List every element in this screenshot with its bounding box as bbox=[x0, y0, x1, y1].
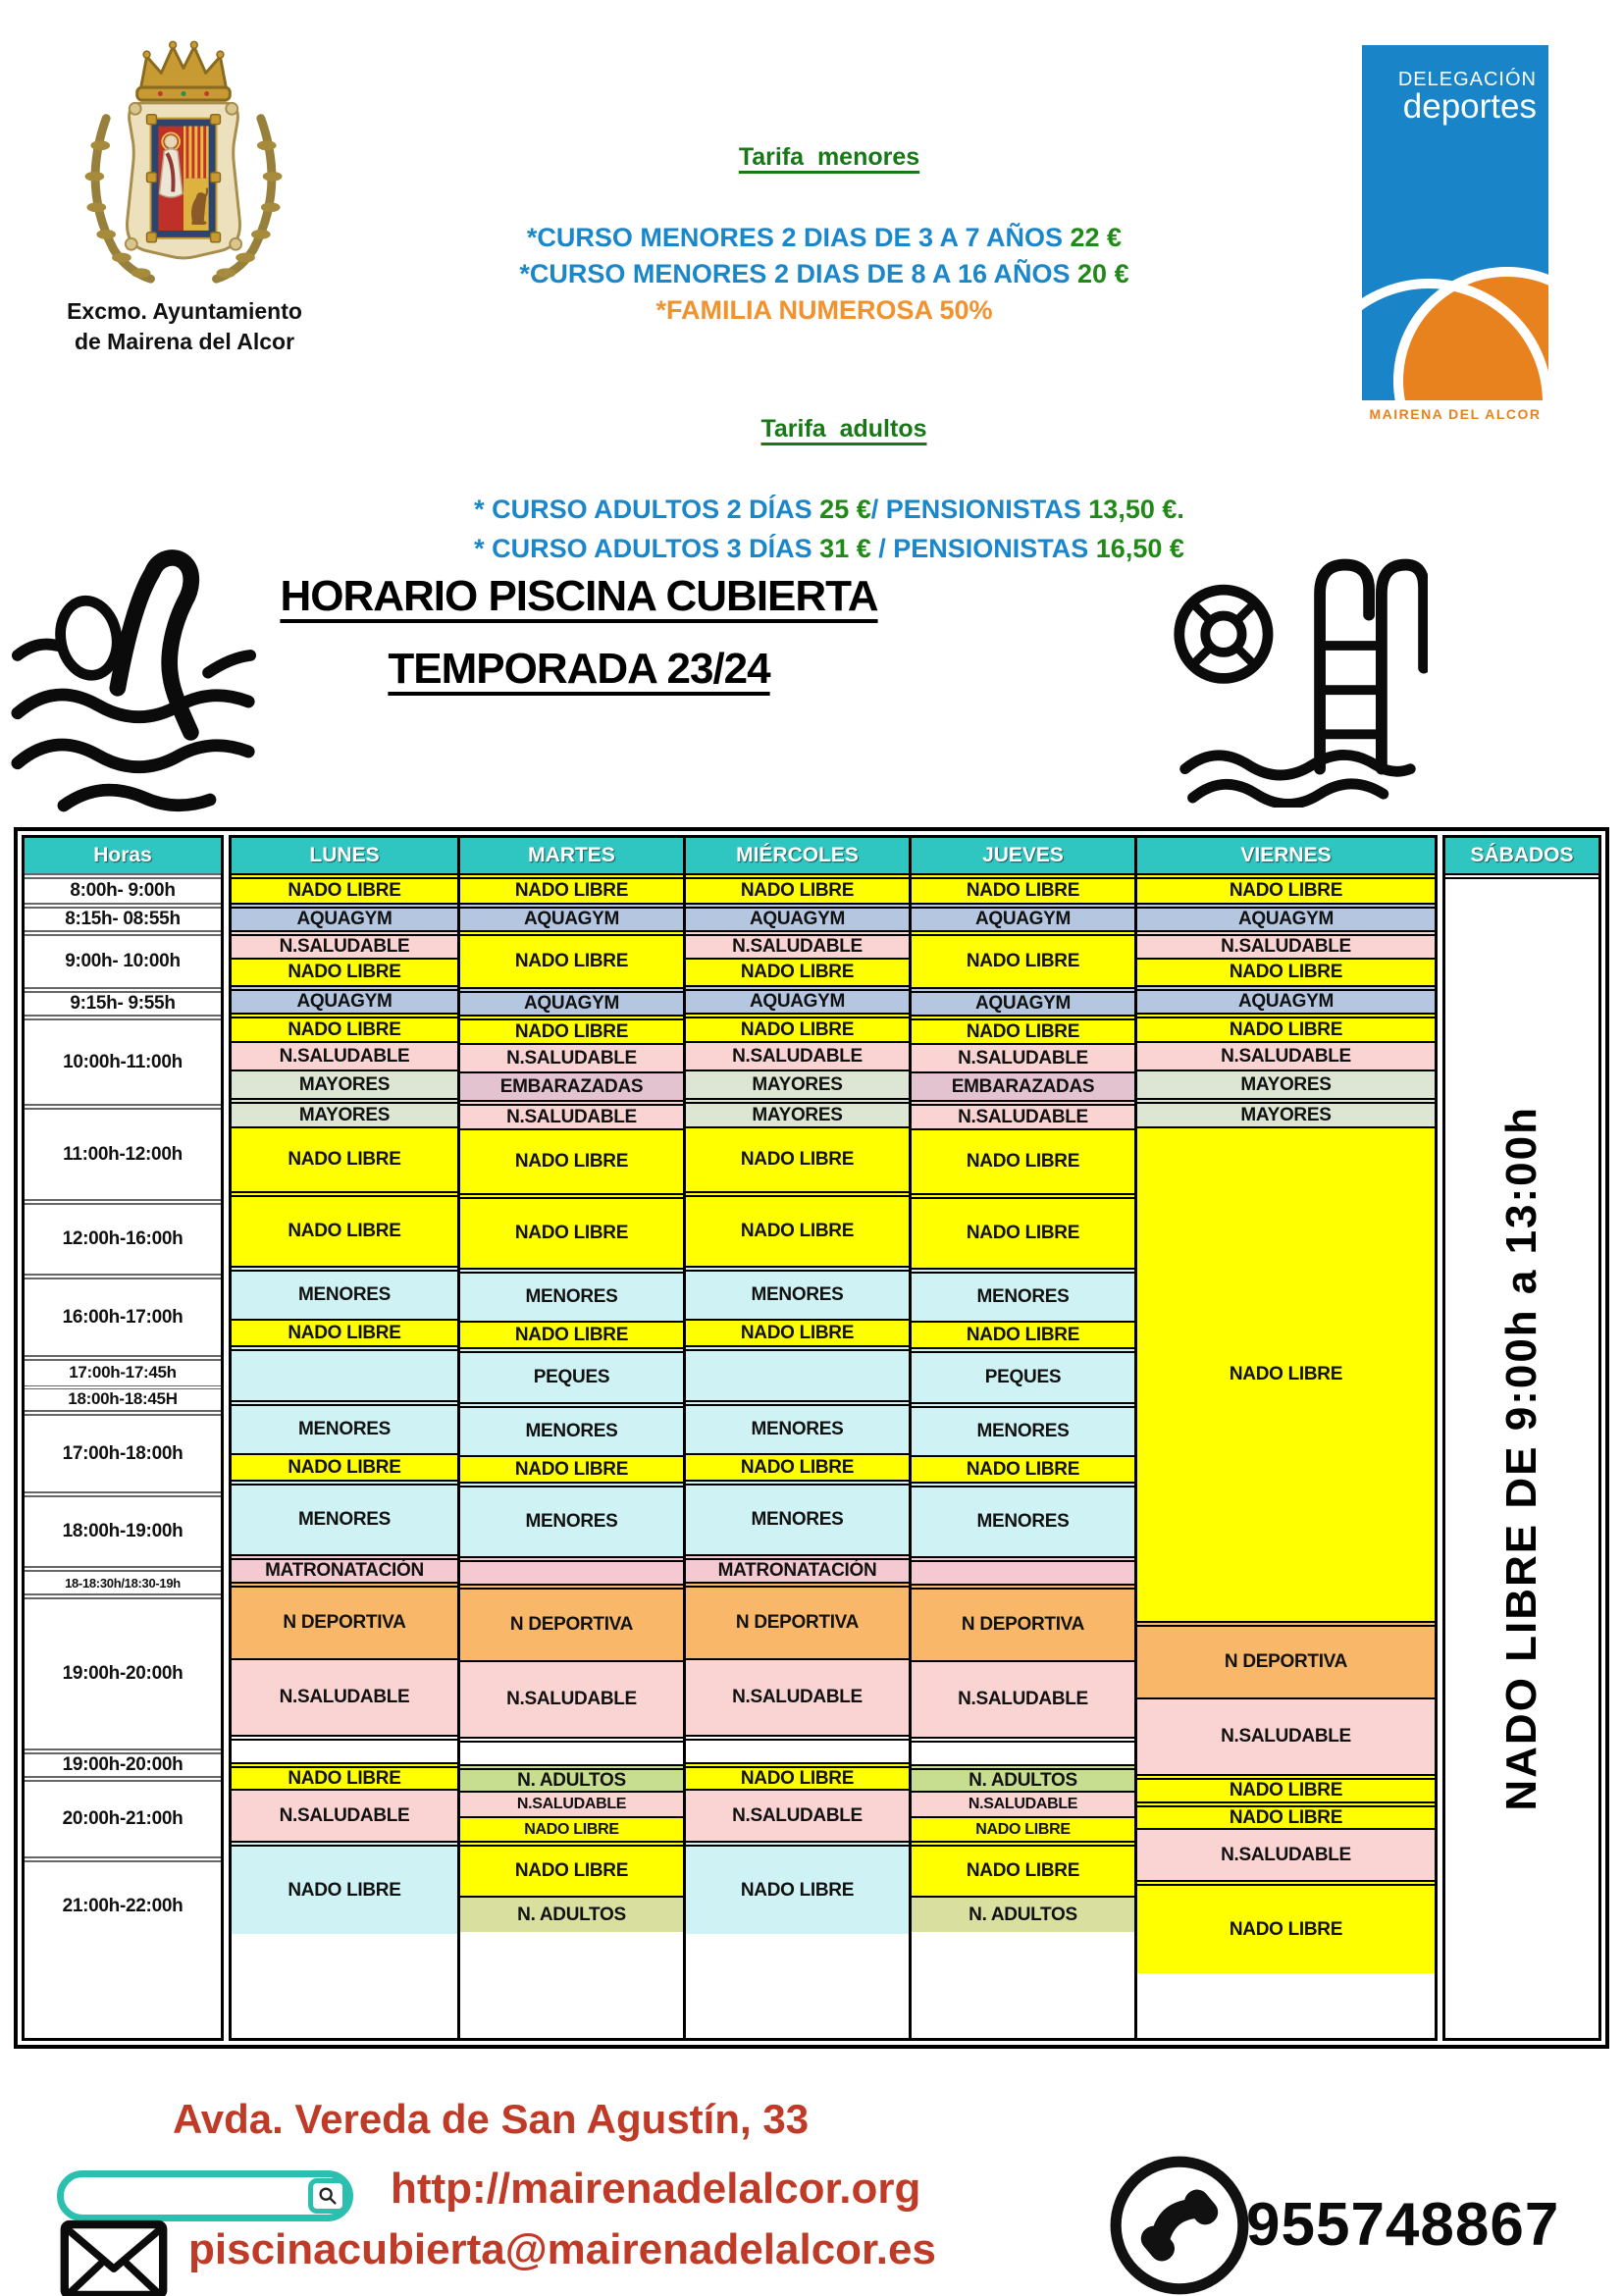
schedule-cell: MENORES bbox=[460, 1268, 683, 1321]
schedule-cell: NADO LIBRE bbox=[912, 1841, 1134, 1896]
schedule-cell: N.SALUDABLE bbox=[1137, 930, 1435, 958]
schedule-header-cell: VIERNES bbox=[1137, 838, 1435, 873]
schedule-cell: MENORES bbox=[912, 1268, 1134, 1321]
tarifa-line: *CURSO MENORES 2 DIAS DE 8 A 16 AÑOS 20 € bbox=[519, 259, 1129, 288]
email-icon bbox=[59, 2219, 169, 2296]
ayuntamiento-caption-line1: Excmo. Ayuntamiento bbox=[67, 298, 302, 324]
schedule-cell: NADO LIBRE bbox=[912, 1015, 1134, 1043]
page-title bbox=[265, 572, 893, 694]
schedule-cell: MAYORES bbox=[686, 1070, 909, 1098]
familia-numerosa-note: *FAMILIA NUMEROSA 50% bbox=[655, 295, 993, 325]
schedule-day-column-martes bbox=[457, 838, 683, 2038]
tarifa-menores-heading: Tarifa menores bbox=[738, 143, 920, 171]
time-slot-label-part: 17:00h-17:45h bbox=[69, 1363, 177, 1383]
schedule-cell: NADO LIBRE bbox=[686, 958, 909, 985]
schedule-cell: AQUAGYM bbox=[460, 987, 683, 1015]
schedule-cell: NADO LIBRE bbox=[1137, 1880, 1435, 1973]
time-slot-label: 18:00h-19:00h bbox=[25, 1491, 221, 1566]
schedule-cell: AQUAGYM bbox=[1137, 903, 1435, 930]
schedule-cell: MENORES bbox=[232, 1480, 457, 1554]
schedule-cell: NADO LIBRE bbox=[686, 1013, 909, 1041]
schedule-cell bbox=[460, 1556, 683, 1584]
schedule-cell: NADO LIBRE bbox=[232, 1453, 457, 1480]
schedule-cell: N.SALUDABLE bbox=[686, 1041, 909, 1070]
schedule-cell: N DEPORTIVA bbox=[1137, 1621, 1435, 1697]
schedule-cell: AQUAGYM bbox=[1137, 985, 1435, 1013]
schedule-cell: AQUAGYM bbox=[686, 903, 909, 930]
schedule-cell: AQUAGYM bbox=[912, 903, 1134, 930]
schedule-cell: NADO LIBRE bbox=[232, 1126, 457, 1191]
schedule-cell: N.SALUDABLE bbox=[686, 1658, 909, 1735]
schedule-cell: PEQUES bbox=[460, 1347, 683, 1402]
season-subtitle: TEMPORADA 23/24 bbox=[388, 645, 770, 693]
schedule-cell: NADO LIBRE bbox=[460, 1816, 683, 1841]
coat-of-arms-icon bbox=[67, 29, 300, 292]
time-slot-label-part: 18:00h-18:45H bbox=[25, 1385, 221, 1410]
page-title-line1: HORARIO PISCINA CUBIERTA bbox=[280, 572, 878, 620]
schedule-cell: NADO LIBRE bbox=[686, 1191, 909, 1266]
schedule-cell: NADO LIBRE bbox=[460, 1841, 683, 1896]
schedule-saturday-column bbox=[1442, 835, 1601, 2041]
schedule-cell: NADO LIBRE bbox=[460, 1193, 683, 1268]
schedule-cell: N.SALUDABLE bbox=[912, 1660, 1134, 1737]
schedule-header-cell: JUEVES bbox=[912, 838, 1134, 873]
schedule-cell: NADO LIBRE bbox=[460, 873, 683, 903]
schedule-cell: NADO LIBRE bbox=[460, 1128, 683, 1193]
ayuntamiento-caption-line2: de Mairena del Alcor bbox=[74, 329, 295, 354]
schedule-cell: NADO LIBRE bbox=[686, 1762, 909, 1789]
time-slot-label: 21:00h-22:00h bbox=[25, 1856, 221, 1950]
time-slot-label: 11:00h-12:00h bbox=[25, 1104, 221, 1199]
schedule-cell: NADO LIBRE bbox=[460, 1015, 683, 1043]
schedule-cell: N.SALUDABLE bbox=[232, 1658, 457, 1735]
schedule-cell: NADO LIBRE bbox=[686, 1319, 909, 1345]
schedule-cell: NADO LIBRE bbox=[912, 1321, 1134, 1347]
schedule-hours-column bbox=[22, 835, 224, 2041]
schedule-cell: N.SALUDABLE bbox=[1137, 1041, 1435, 1070]
schedule-day-column-viernes bbox=[1134, 838, 1435, 2038]
schedule-cell: MENORES bbox=[232, 1400, 457, 1453]
tarifa-menores-lines bbox=[353, 220, 1295, 329]
schedule-cell bbox=[686, 1735, 909, 1762]
schedule-cell: N.SALUDABLE bbox=[686, 1789, 909, 1841]
schedule-cell: NADO LIBRE bbox=[232, 1191, 457, 1266]
schedule-cell: NADO LIBRE bbox=[1137, 873, 1435, 903]
schedule-cell: NADO LIBRE bbox=[232, 873, 457, 903]
schedule-cell: NADO LIBRE bbox=[232, 1841, 457, 1934]
schedule-cell: N.SALUDABLE bbox=[460, 1100, 683, 1128]
schedule-cell: NADO LIBRE bbox=[686, 873, 909, 903]
time-slot-label: 8:15h- 08:55h bbox=[25, 903, 221, 930]
schedule-cell: NADO LIBRE bbox=[912, 873, 1134, 903]
schedule-header-cell: MARTES bbox=[460, 838, 683, 873]
time-slot-label: 10:00h-11:00h bbox=[25, 1015, 221, 1104]
schedule-day-column-miércoles bbox=[683, 838, 909, 2038]
time-slot-label bbox=[25, 1355, 221, 1410]
schedule-table bbox=[14, 827, 1609, 2049]
schedule-cell: N DEPORTIVA bbox=[912, 1584, 1134, 1660]
website-url[interactable]: http://mairenadelalcor.org bbox=[391, 2165, 921, 2213]
saturday-note: NADO LIBRE DE 9:00h a 13:00h bbox=[1497, 1106, 1545, 1811]
schedule-cell: NADO LIBRE bbox=[1137, 1801, 1435, 1828]
schedule-cell: AQUAGYM bbox=[232, 903, 457, 930]
schedule-cell: N. ADULTOS bbox=[912, 1764, 1134, 1791]
schedule-cell: NADO LIBRE bbox=[1137, 1013, 1435, 1041]
time-slot-label: 19:00h-20:00h bbox=[25, 1748, 221, 1776]
phone-icon bbox=[1105, 2151, 1254, 2296]
deportes-logo-line1: DELEGACIÓN bbox=[1397, 69, 1537, 90]
schedule-cell bbox=[460, 1737, 683, 1764]
schedule-cell: EMBARAZADAS bbox=[912, 1071, 1134, 1100]
time-slot-label: 9:15h- 9:55h bbox=[25, 987, 221, 1015]
schedule-cell: NADO LIBRE bbox=[912, 930, 1134, 987]
schedule-cell: MENORES bbox=[912, 1402, 1134, 1455]
schedule-cell: N.SALUDABLE bbox=[460, 1043, 683, 1071]
schedule-cell: N DEPORTIVA bbox=[232, 1582, 457, 1658]
deportes-logo-caption: MAIRENA DEL ALCOR bbox=[1369, 406, 1542, 422]
email-address[interactable]: piscinacubierta@mairenadelalcor.es bbox=[188, 2225, 936, 2273]
deportes-logo-line2: deportes bbox=[1402, 87, 1537, 126]
schedule-days-columns bbox=[229, 835, 1438, 2041]
schedule-cell: NADO LIBRE bbox=[232, 1013, 457, 1041]
schedule-cell: N.SALUDABLE bbox=[1137, 1697, 1435, 1774]
schedule-cell: N.SALUDABLE bbox=[912, 1791, 1134, 1816]
schedule-day-column-lunes bbox=[232, 838, 457, 2038]
schedule-cell: N.SALUDABLE bbox=[912, 1100, 1134, 1128]
schedule-cell: AQUAGYM bbox=[686, 985, 909, 1013]
schedule-cell: MATRONATACIÓN bbox=[232, 1554, 457, 1582]
schedule-cell: MAYORES bbox=[232, 1098, 457, 1126]
schedule-cell bbox=[686, 1345, 909, 1400]
phone-number: 955748867 bbox=[1246, 2191, 1560, 2259]
schedule-cell: N.SALUDABLE bbox=[460, 1791, 683, 1816]
schedule-cell: N.SALUDABLE bbox=[232, 1041, 457, 1070]
schedule-cell: NADO LIBRE bbox=[232, 958, 457, 985]
schedule-cell: MENORES bbox=[686, 1266, 909, 1319]
schedule-cell: MENORES bbox=[912, 1482, 1134, 1556]
schedule-cell: MENORES bbox=[460, 1482, 683, 1556]
schedule-cell: MAYORES bbox=[1137, 1070, 1435, 1098]
saturday-cell bbox=[1445, 873, 1598, 2038]
schedule-cell: MENORES bbox=[232, 1266, 457, 1319]
time-slot-label: 18-18:30h/18:30-19h bbox=[25, 1566, 221, 1593]
schedule-cell: EMBARAZADAS bbox=[460, 1071, 683, 1100]
schedule-cell: NADO LIBRE bbox=[912, 1193, 1134, 1268]
schedule-cell: N.SALUDABLE bbox=[912, 1043, 1134, 1071]
footer-address: Avda. Vereda de San Agustín, 33 bbox=[172, 2096, 810, 2142]
schedule-cell: MATRONATACIÓN bbox=[686, 1554, 909, 1582]
schedule-cell: N.SALUDABLE bbox=[1137, 1828, 1435, 1880]
schedule-cell: MENORES bbox=[460, 1402, 683, 1455]
schedule-cell: NADO LIBRE bbox=[1137, 1774, 1435, 1801]
time-slot-label: 17:00h-18:00h bbox=[25, 1410, 221, 1491]
schedule-cell: NADO LIBRE bbox=[686, 1841, 909, 1934]
schedule-cell: AQUAGYM bbox=[232, 985, 457, 1013]
tarifa-line: *CURSO MENORES 2 DIAS DE 3 A 7 AÑOS 22 € bbox=[526, 223, 1123, 252]
ayuntamiento-caption bbox=[35, 296, 334, 357]
time-slot-label: 9:00h- 10:00h bbox=[25, 930, 221, 987]
swimmer-icon bbox=[10, 538, 260, 817]
schedule-cell: NADO LIBRE bbox=[460, 1455, 683, 1482]
time-slot-label: 16:00h-17:00h bbox=[25, 1274, 221, 1355]
schedule-cell: N DEPORTIVA bbox=[460, 1584, 683, 1660]
schedule-cell: NADO LIBRE bbox=[912, 1128, 1134, 1193]
schedule-cell: AQUAGYM bbox=[460, 903, 683, 930]
schedule-cell: N. ADULTOS bbox=[460, 1896, 683, 1932]
schedule-cell: NADO LIBRE bbox=[232, 1762, 457, 1789]
schedule-cell: PEQUES bbox=[912, 1347, 1134, 1402]
schedule-cell bbox=[912, 1556, 1134, 1584]
tarifa-adultos-heading: Tarifa adultos bbox=[760, 415, 927, 443]
ladder-icon bbox=[1320, 565, 1424, 769]
website-search-bar bbox=[57, 2170, 353, 2221]
time-slot-label: 12:00h-16:00h bbox=[25, 1199, 221, 1274]
schedule-cell bbox=[912, 1737, 1134, 1764]
schedule-cell: N.SALUDABLE bbox=[460, 1660, 683, 1737]
schedule-cell: NADO LIBRE bbox=[1137, 958, 1435, 985]
schedule-cell: N DEPORTIVA bbox=[686, 1582, 909, 1658]
schedule-cell bbox=[232, 1735, 457, 1762]
time-slot-label: 20:00h-21:00h bbox=[25, 1776, 221, 1856]
schedule-cell: NADO LIBRE bbox=[460, 1321, 683, 1347]
schedule-cell: MENORES bbox=[686, 1480, 909, 1554]
schedule-cell: MAYORES bbox=[1137, 1098, 1435, 1126]
schedule-cell: NADO LIBRE bbox=[912, 1816, 1134, 1841]
schedule-cell: AQUAGYM bbox=[912, 987, 1134, 1015]
schedule-cell: N.SALUDABLE bbox=[686, 930, 909, 958]
schedule-cell: NADO LIBRE bbox=[460, 930, 683, 987]
schedule-cell: MENORES bbox=[686, 1400, 909, 1453]
lifebuoy-icon bbox=[1179, 590, 1268, 678]
schedule-header-cell: Horas bbox=[25, 838, 221, 873]
schedule-cell: N. ADULTOS bbox=[912, 1896, 1134, 1932]
water-waves-icon bbox=[1185, 755, 1411, 804]
schedule-cell: N.SALUDABLE bbox=[232, 930, 457, 958]
schedule-cell: MAYORES bbox=[686, 1098, 909, 1126]
schedule-cell bbox=[232, 1345, 457, 1400]
schedule-cell: NADO LIBRE bbox=[686, 1453, 909, 1480]
pool-ladder-icon bbox=[1168, 538, 1428, 808]
time-slot-label: 8:00h- 9:00h bbox=[25, 873, 221, 903]
time-slot-label: 19:00h-20:00h bbox=[25, 1593, 221, 1748]
schedule-cell: NADO LIBRE bbox=[912, 1455, 1134, 1482]
search-icon bbox=[308, 2178, 347, 2214]
schedule-cell: N. ADULTOS bbox=[460, 1764, 683, 1791]
schedule-header-cell: SÁBADOS bbox=[1445, 838, 1598, 873]
schedule-header-cell: MIÉRCOLES bbox=[686, 838, 909, 873]
schedule-day-column-jueves bbox=[909, 838, 1134, 2038]
schedule-cell: NADO LIBRE bbox=[1137, 1126, 1435, 1621]
schedule-cell: NADO LIBRE bbox=[686, 1126, 909, 1191]
schedule-header-cell: LUNES bbox=[232, 838, 457, 873]
deportes-logo bbox=[1362, 45, 1548, 400]
schedule-cell: N.SALUDABLE bbox=[232, 1789, 457, 1841]
schedule-cell: MAYORES bbox=[232, 1070, 457, 1098]
tarifa-line: * CURSO ADULTOS 2 DÍAS 25 €/ PENSIONISTAS 13,50 €. bbox=[474, 495, 1184, 524]
schedule-cell: NADO LIBRE bbox=[232, 1319, 457, 1345]
tarifa-line: * CURSO ADULTOS 3 DÍAS 31 € / PENSIONISTAS 16,50 € bbox=[474, 534, 1184, 563]
